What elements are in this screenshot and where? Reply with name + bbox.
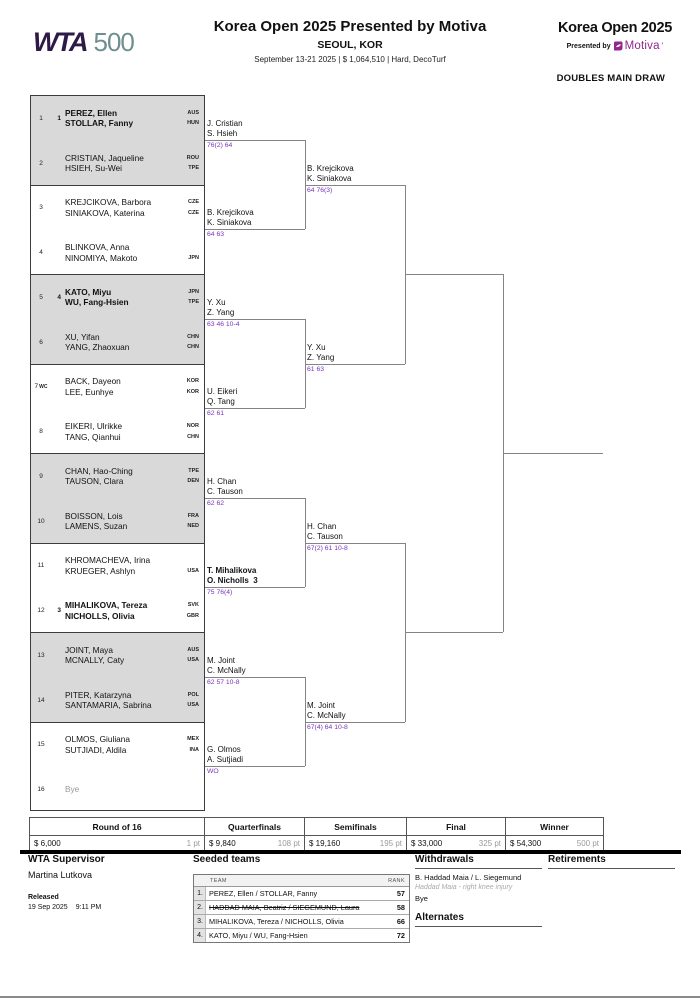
advancing-player: S. Hsieh [207,128,238,138]
withdrawals-heading: Withdrawals [415,854,542,869]
advancing-team [207,118,243,139]
entry-row [31,678,204,723]
advancing-player: Z. Yang [307,352,335,362]
withdrawal-reason: Haddad Maia - right knee injury [415,884,513,891]
seed-number: 1 [57,114,61,122]
player-name: SANTAMARIA, Sabrina [65,700,152,711]
r16-winner-line [205,766,305,767]
advancing-player: G. Olmos [207,745,241,755]
advancing-team [207,565,258,586]
prize-round-header: Round of 16 [30,818,205,836]
footer-divider-bar [20,850,681,854]
released-label: Released [28,894,59,901]
page-bottom-rule [0,996,700,998]
qf-winner-line [305,185,405,186]
advancing-player: B. Krejcikova [307,163,354,173]
draw-position: 12 [37,607,45,615]
match-score: 67(4) 64 10-8 [307,723,348,731]
advancing-player: C. Tauson [307,531,343,541]
advancing-player: H. Chan [307,521,337,531]
country-code: CHN [187,333,199,340]
country-codes [173,645,199,666]
advancing-player: J. Cristian [207,118,243,128]
player-name: PITER, Katarzyna [65,689,132,700]
entry-row [31,588,204,633]
team-names [65,645,173,666]
country-code: FRA [187,512,199,519]
advancing-player: M. Joint [207,655,236,665]
sf-winner-line [405,274,503,275]
country-code: JPN [188,288,199,295]
wildcard-label: WC [39,384,48,391]
withdrawal-replacement: Bye [415,894,428,903]
supervisor-section [28,854,178,911]
wta-500-logo [33,27,134,58]
entry-row [31,723,204,768]
match-group [31,544,204,634]
player-name: TANG, Qianhui [65,431,121,442]
country-codes [173,600,199,621]
team-names [65,734,173,755]
wta-tier-label: 500 [93,27,134,57]
released-datetime [28,904,178,911]
team-names [65,332,173,353]
advancing-team [307,700,346,721]
tournament-title: Korea Open 2025 Presented by Motiva [213,18,487,35]
sf-winner-line [405,632,503,633]
team-names [65,555,173,576]
seed-index: 2. [194,901,206,914]
country-code: GBR [186,612,199,619]
country-code: CHN [187,344,199,351]
advancing-team [207,744,243,765]
presented-by-label: Presented by [566,42,611,50]
match-score: 64 76(3) [307,186,333,194]
country-code: AUS [187,109,199,116]
player-name: YANG, Zhaoxuan [65,342,130,353]
draw-position: 14 [37,696,45,704]
country-code: TPE [188,299,199,306]
prize-round-values [30,836,205,851]
country-codes [173,466,199,487]
country-code: CHN [187,433,199,440]
retirements-heading: Retirements [548,854,675,869]
ranking-points: 500 pt [576,839,599,848]
player-name: CRISTIAN, Jaqueline [65,152,144,163]
match-group [31,454,204,544]
tournament-details: September 13-21 2025 | $ 1,064,510 | Hard, DecoTurf [254,55,446,64]
prize-round-values [506,836,603,851]
country-codes [173,555,199,576]
country-code [173,555,199,566]
country-codes [173,153,199,174]
entry-row [31,454,204,499]
match-score: 63 46 10-4 [207,320,240,328]
seed-number: 3 [57,607,61,615]
country-codes [173,197,199,218]
prize-money: $ 19,160 [309,839,341,848]
country-code: SVK [187,602,199,609]
ranking-points: 325 pt [478,839,501,848]
team-names [65,421,173,442]
prize-round-values [305,836,407,851]
supervisor-heading: WTA Supervisor [28,854,105,865]
winner-line [503,453,603,454]
entry-row [31,499,204,544]
country-codes [173,242,199,263]
entry-row [31,275,204,320]
qf-winner-line [305,722,405,723]
draw-type-label: DOUBLES MAIN DRAW [556,73,665,84]
player-name: STOLLAR, Fanny [65,118,134,129]
player-name: WU, Fang-Hsien [65,297,129,308]
player-name: KATO, Miyu [65,286,112,297]
country-codes [173,376,199,397]
motiva-logo-icon [613,41,623,51]
player-name: XU, Yifan [65,331,100,342]
team-names [65,466,173,487]
team-names [65,784,173,795]
player-name: MIHALIKOVA, Tereza [65,600,148,611]
match-score: 67(2) 61 10-8 [307,544,348,552]
r16-winner-line [205,140,305,141]
ranking-points: 108 pt [277,839,300,848]
country-codes [173,511,199,532]
seeded-teams-heading: Seeded teams [193,854,261,865]
seed-index: 3. [194,915,206,928]
seeded-teams-table [193,874,410,943]
match-score: 76(2) 64 [207,141,233,149]
r16-winner-line [205,229,305,230]
qf-winner-line [305,364,405,365]
team-column-header: TEAM [210,877,227,884]
team-names [65,287,173,308]
released-time: 9:11 PM [75,904,102,911]
match-group [31,96,204,186]
country-code: CZE [188,209,199,216]
r16-winner-line [205,408,305,409]
prize-money: $ 9,840 [209,839,236,848]
tournament-title-block [170,18,530,64]
player-name: SINIAKOVA, Katerina [65,207,145,218]
match-group [31,186,204,276]
draw-position: 1 [39,114,43,122]
motiva-wordmark: Motiva [624,40,660,52]
draw-position: 3 [39,204,43,212]
advancing-player: Y. Xu [307,342,326,352]
seeded-team-name: KATO, Miyu / WU, Fang-Hsien [209,931,308,940]
advancing-player: Z. Yang [207,307,235,317]
draw-position: 9 [39,472,43,480]
advancing-team [207,476,243,497]
country-code: DEN [187,478,199,485]
seed-number: 4 [57,293,61,301]
country-codes [173,332,199,353]
seeded-team-name: MIHALIKOVA, Tereza / NICHOLLS, Olivia [209,917,344,926]
advancing-team [207,207,254,228]
advancing-team [307,521,343,542]
match-group [31,723,204,813]
match-group [31,365,204,455]
player-name: SUTJIADI, Aldila [65,744,127,755]
seeded-team-rank: 57 [396,889,405,898]
player-name: PEREZ, Ellen [65,107,118,118]
country-code: HUN [187,120,199,127]
player-name: KRUEGER, Ashlyn [65,565,136,576]
country-codes [173,421,199,442]
country-code: NOR [186,423,199,430]
country-code: USA [187,657,199,664]
draw-position: 4 [39,249,43,257]
match-score: 75 76(4) [207,589,233,597]
seeded-team-name: HADDAD MAIA, Beatriz / SIEGEMUND, Laura [209,903,360,912]
entry-row [31,320,204,365]
withdrawal-team: B. Haddad Maia / L. Siegemund [415,873,522,882]
prize-round-header: Semifinals [305,818,407,836]
player-name: BACK, Dayeon [65,376,121,387]
draw-position: 6 [39,338,43,346]
team-names [65,153,173,174]
seeded-team-row [194,887,409,901]
advancing-player: M. Joint [307,700,336,710]
advancing-team [307,163,354,184]
prize-round-header: Final [407,818,506,836]
team-names [65,108,173,129]
team-names [65,197,173,218]
player-name: EIKERI, Ulrikke [65,421,123,432]
country-code: TPE [188,467,199,474]
advancing-player: Y. Xu [207,297,226,307]
prize-money: $ 54,300 [510,839,542,848]
draw-position: 13 [37,651,45,659]
player-name: KHROMACHEVA, Irina [65,555,151,566]
player-name: BLINKOVA, Anna [65,242,130,253]
country-codes [173,734,199,755]
withdrawals-section [415,854,542,927]
draw-entries-table [30,95,205,811]
seeded-team-rank: 58 [396,903,405,912]
player-name: JOINT, Maya [65,644,113,655]
country-codes [173,690,199,711]
sponsor-logo-block [537,20,693,52]
seeded-team-row [194,929,409,942]
seeded-team-row [194,901,409,915]
seeded-table-header [194,875,409,887]
ranking-points: 1 pt [186,839,200,848]
prize-round-values [205,836,305,851]
sponsor-event-title: Korea Open 2025 [558,20,672,36]
advancing-team [207,655,246,676]
advancing-team [207,386,237,407]
retirements-section [548,854,675,869]
entry-row [31,633,204,678]
draw-position: 15 [37,741,45,749]
country-code: TPE [188,165,199,172]
advancing-player: H. Chan [207,476,237,486]
country-codes [173,108,199,129]
match-score: 64 63 [207,231,225,239]
player-name: KREJCIKOVA, Barbora [65,197,152,208]
prize-points-table [29,817,604,852]
seeded-teams-section [193,854,410,943]
team-names [65,376,173,397]
tournament-city: SEOUL, KOR [317,39,383,51]
advancing-player: K. Siniakova [307,173,352,183]
match-group [31,275,204,365]
match-score: 62 62 [207,499,225,507]
seeded-team-rank: 72 [396,931,405,940]
country-code: JPN [188,254,199,261]
player-name: OLMOS, Giuliana [65,734,131,745]
seeded-team-name: PEREZ, Ellen / STOLLAR, Fanny [209,889,318,898]
match-score: 61 63 [307,365,325,373]
country-code: CZE [188,199,199,206]
seed-index: 4. [194,929,206,942]
entry-row [31,96,204,141]
advancing-team [207,297,234,318]
team-names [65,690,173,711]
wta-wordmark: WTA [33,27,87,57]
draw-position: 5 [39,293,43,301]
team-names [65,242,173,263]
country-code: INA [189,746,199,753]
advancing-player: K. Siniakova [207,218,252,228]
player-name: BOISSON, Lois [65,510,123,521]
match-score: 62 61 [207,410,225,418]
player-name: CHAN, Hao-Ching [65,465,133,476]
player-name: HSIEH, Su-Wei [65,163,123,174]
advancing-player: C. Tauson [207,486,243,496]
seed-index: 1. [194,887,206,900]
match-score: WO [207,768,219,776]
r16-winner-line [205,587,305,588]
draw-position: 2 [39,159,43,167]
prize-money: $ 33,000 [411,839,443,848]
player-name: TAUSON, Clara [65,476,124,487]
entry-row [31,409,204,454]
country-codes [173,287,199,308]
country-code: KOR [186,378,199,385]
draw-position: 7WC [34,383,48,391]
entry-row [31,365,204,410]
r16-winner-line [205,319,305,320]
country-code: AUS [187,646,199,653]
advancing-player: U. Eikeri [207,387,238,397]
country-code: ROU [186,154,199,161]
qf-winner-line [305,543,405,544]
match-group [31,633,204,723]
prize-round-values [407,836,506,851]
country-code [173,242,199,253]
advancing-player: T. Mihalikova [207,566,257,576]
advancing-team [307,342,334,363]
draw-position: 16 [37,786,45,794]
player-name: NICHOLLS, Olivia [65,610,135,621]
entry-row [31,230,204,275]
entry-row [31,186,204,231]
motiva-trademark: ’ [661,43,664,49]
advancing-player: C. McNally [307,710,346,720]
prize-money: $ 6,000 [34,839,61,848]
player-name: NINOMIYA, Makoto [65,252,138,263]
ranking-points: 195 pt [379,839,402,848]
prize-round-header: Winner [506,818,603,836]
rank-column-header: RANK [388,877,405,884]
r16-winner-line [205,677,305,678]
team-names [65,600,173,621]
advancing-player: O. Nicholls 3 [207,576,258,586]
advancing-player: A. Sutjiadi [207,755,244,765]
draw-position: 10 [37,517,45,525]
seeded-team-rank: 66 [396,917,405,926]
entry-row [31,141,204,186]
country-code: NED [187,523,199,530]
advancing-player: Q. Tang [207,397,235,407]
player-name: LAMENS, Suzan [65,521,128,532]
player-name: Bye [65,784,80,795]
country-code: POL [187,691,199,698]
entry-row [31,767,204,812]
presented-by-row [537,40,693,52]
entry-row [31,544,204,589]
country-code: USA [187,567,199,574]
player-name: MCNALLY, Caty [65,655,125,666]
country-code: USA [187,702,199,709]
prize-round-header: Quarterfinals [205,818,305,836]
advancing-player: B. Krejcikova [207,208,254,218]
country-code: KOR [186,388,199,395]
country-code: MEX [187,736,199,743]
supervisor-name: Martina Lutkova [28,870,93,880]
alternates-heading: Alternates [415,912,542,927]
player-name: LEE, Eunhye [65,386,114,397]
r16-winner-line [205,498,305,499]
match-score: 62 57 10-8 [207,678,240,686]
released-date: 19 Sep 2025 [28,904,68,911]
draw-position: 8 [39,428,43,436]
draw-position: 11 [37,562,45,570]
team-names [65,511,173,532]
advancing-player: C. McNally [207,665,246,675]
seeded-team-row [194,915,409,929]
